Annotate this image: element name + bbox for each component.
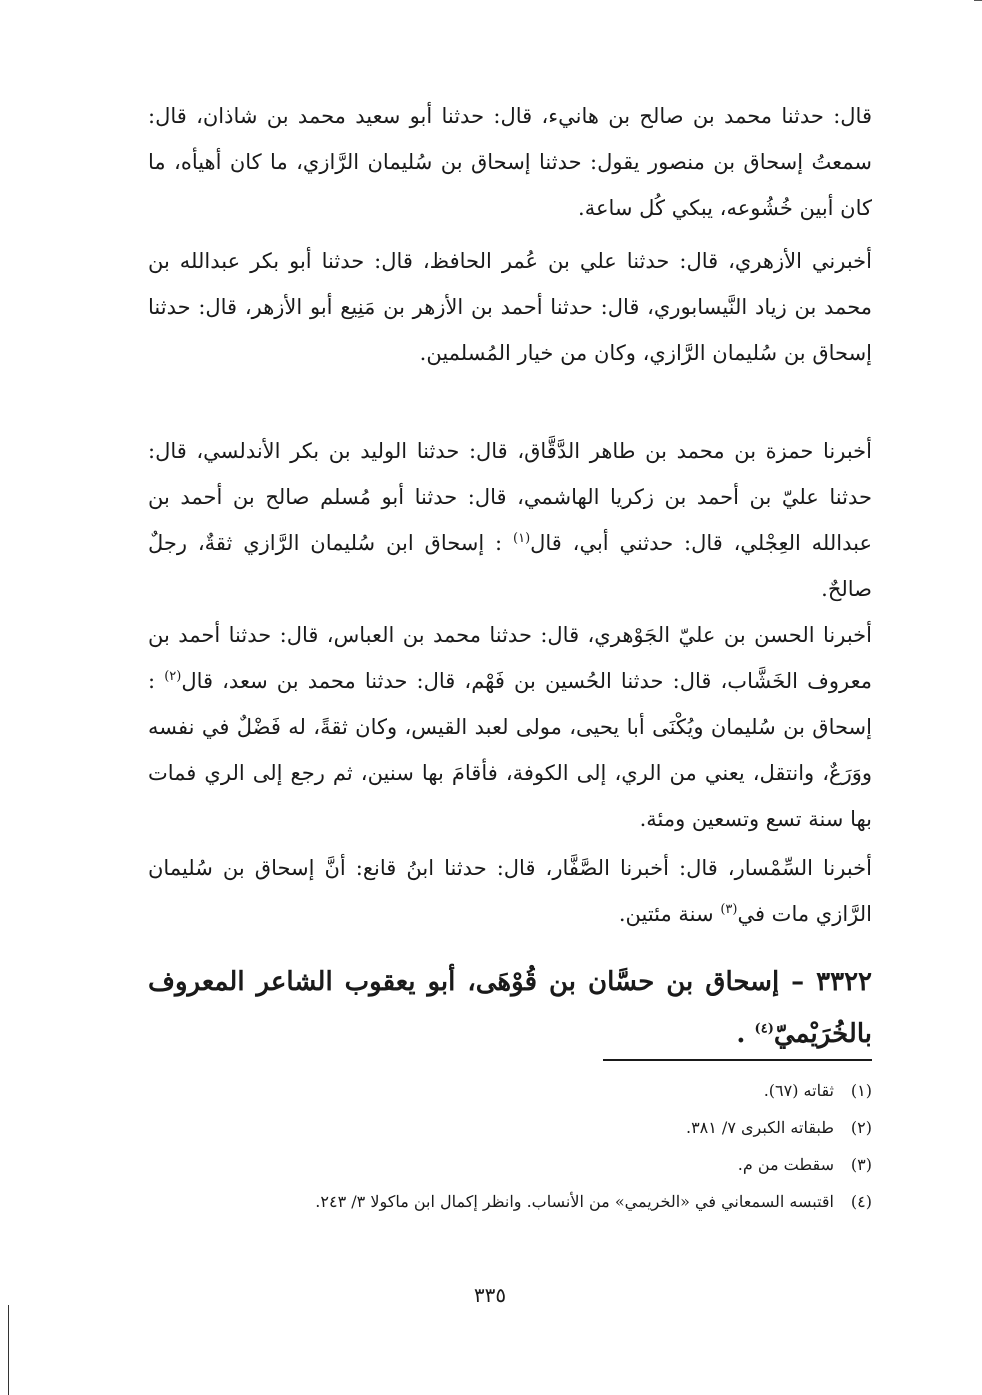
paragraph-5 [148,845,918,937]
paragraph-1 [148,93,872,231]
entry-heading-text: ٣٣٢٢ – إسحاق بن حسَّان بن قُوْهَى، أبو يعقوب الشاعر المعروف بالخُرَيْميّ [148,967,872,1049]
scan-edge-line [8,1305,9,1395]
paragraph-5-text-end: سنة مئتين. [618,902,714,926]
footnote-text: سقطت من م. [737,1155,834,1174]
footnote-text: ثقاته (٦٧). [763,1081,834,1100]
footnote-ref-1[interactable]: (١) [513,531,531,546]
paragraph-3-text-end: : إسحاق ابن سُليمان الرَّازي ثقةٌ، رجلٌ صالحٌ. [148,531,872,601]
paragraph-2 [148,238,918,376]
footnote-item [148,1146,872,1183]
footnote-number: (٤) [850,1192,872,1211]
footnotes-list [148,1072,872,1220]
entry-heading-end: . [736,1019,746,1049]
paragraph-1-text: قال: حدثنا محمد بن صالح بن هانيء، قال: حدثنا أبو سعيد محمد بن شاذان، قال: سمعتُ إسحاق بن منصور يقول: حدثنا إسحاق بن سُليمان الرَّازي، ما كان أهيأه، ما كان أبين خُشُوعه، يبكي كُل ساعة. [148,104,872,220]
scan-edge-mark [974,0,982,1]
footnote-text: اقتبسه السمعاني في «الخريمي» من الأنساب. وانظر إكمال ابن ماكولا ٣/ ٢٤٣. [315,1192,834,1211]
footnote-number: (١) [850,1081,872,1100]
footnote-ref-2[interactable]: (٢) [164,669,182,684]
paragraph-3-text: أخبرنا حمزة بن محمد بن طاهر الدَّقَّاق، قال: حدثنا الوليد بن بكر الأندلسي، قال: حدثنا عليّ بن أحمد بن زكريا الهاشمي، قال: حدثنا أبو مُسلم صالح بن أحمد بن عبدالله العِجْلي، قال: حدثني أبي، قال [148,439,872,555]
paragraph-2-text: أخبرني الأزهري، قال: حدثنا علي بن عُمر الحافظ، قال: حدثنا أبو بكر عبدالله بن محمد بن زياد النَّيسابوري، قال: حدثنا أحمد بن الأزهر بن مَنِيع أبو الأزهر، قال: حدثنا إسحاق بن سُليمان الرَّازي، وكان من خيار المُسلمين. [148,249,872,365]
footnote-ref-4[interactable]: (٤) [754,1021,774,1037]
footnote-text: طبقاته الكبرى ٧/ ٣٨١. [685,1118,834,1137]
paragraph-4-text-end: : إسحاق بن سُليمان ويُكْنَى أبا يحيى، مولى لعبد القيس، وكان ثقةً، له فَضْلٌ في نفسه ووَرَعٌ، وانتقل، يعني من الري، إلى الكوفة، فأقامَ بها سنين، ثم رجع إلى الري فمات بها سنة تسع وتسعين ومئة. [148,669,872,831]
page-number: ٣٣٥ [473,1283,507,1307]
footnote-item [148,1183,872,1220]
footnote-ref-3[interactable]: (٣) [720,902,738,917]
paragraph-4 [148,612,918,842]
footnote-separator [603,1059,872,1061]
paragraph-4-text: أخبرنا الحسن بن عليّ الجَوْهري، قال: حدثنا محمد بن العباس، قال: حدثنا أحمد بن معروف الخَشَّاب، قال: حدثنا الحُسين بن فَهْم، قال: حدثنا محمد بن سعد، قال [148,623,872,693]
paragraph-3 [148,428,918,612]
footnote-item [148,1109,872,1146]
entry-heading [148,956,872,1060]
footnote-number: (٣) [850,1155,872,1174]
paragraph-5-text: أخبرنا السِّمْسار، قال: أخبرنا الصَّفَّار، قال: حدثنا ابنُ قانع: أنَّ إسحاق بن سُليمان الرَّازي مات في [148,856,872,926]
footnote-item [148,1072,872,1109]
footnote-number: (٢) [850,1118,872,1137]
